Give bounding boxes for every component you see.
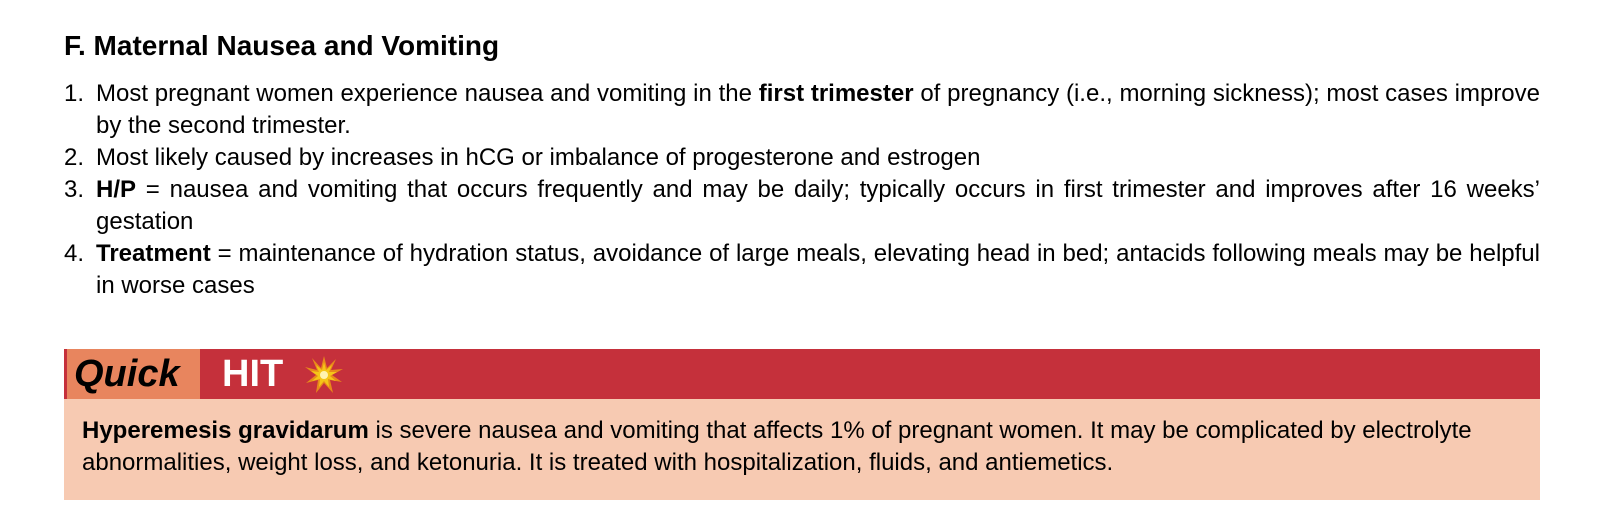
list-item-text-bold: first trimester	[758, 80, 914, 107]
quick-hit-text: is severe nausea and vomiting that affects 1% of pregnant women. It may be complicated by electrolyte abnormalities, weight loss, and ketonuria. It is treated with hospitalization, fluids, and antiemetics.	[82, 417, 1472, 476]
list-item-text-pre: Most pregnant women experience nausea and vomiting in the	[96, 80, 759, 107]
list-item-number: 2.	[64, 144, 85, 171]
list-item-text-post: = maintenance of hydration status, avoidance of large meals, elevating head in bed; antacids following meals may be helpful in worse cases	[96, 240, 1540, 299]
list-item-text	[96, 80, 1540, 139]
list-item-text-bold: Treatment	[96, 240, 211, 267]
list-item-text	[96, 176, 1540, 235]
list-item-text	[96, 144, 980, 171]
list-item-3	[64, 174, 1540, 238]
list-item-1	[64, 78, 1540, 142]
list-item-number: 4.	[64, 240, 85, 267]
list-item-text-post: of pregnancy (i.e., morning sickness); most cases improve by the second trimester.	[96, 80, 1541, 139]
quick-hit-body	[64, 399, 1540, 500]
list-item-number: 3.	[64, 176, 85, 203]
list-item-number: 1.	[64, 80, 85, 107]
list-item-text	[96, 240, 1540, 299]
quick-hit-term: Hyperemesis gravidarum	[82, 417, 369, 444]
hit-label: HIT	[222, 353, 284, 395]
list-item-text-bold: H/P	[96, 176, 137, 203]
quick-label: Quick	[64, 349, 200, 399]
list-item-text-post: = nausea and vomiting that occurs frequently and may be daily; typically occurs in first trimester and improves after 16 weeks’ gestation	[96, 176, 1540, 235]
numbered-list	[64, 78, 1540, 302]
list-item-2	[64, 142, 1540, 174]
list-item-4	[64, 238, 1540, 302]
starburst-icon	[304, 355, 344, 395]
quick-hit-header	[64, 349, 1540, 399]
section-title: F. Maternal Nausea and Vomiting	[64, 30, 500, 61]
list-item-text-pre: Most likely caused by increases in hCG or imbalance of progesterone and estrogen	[96, 144, 981, 171]
